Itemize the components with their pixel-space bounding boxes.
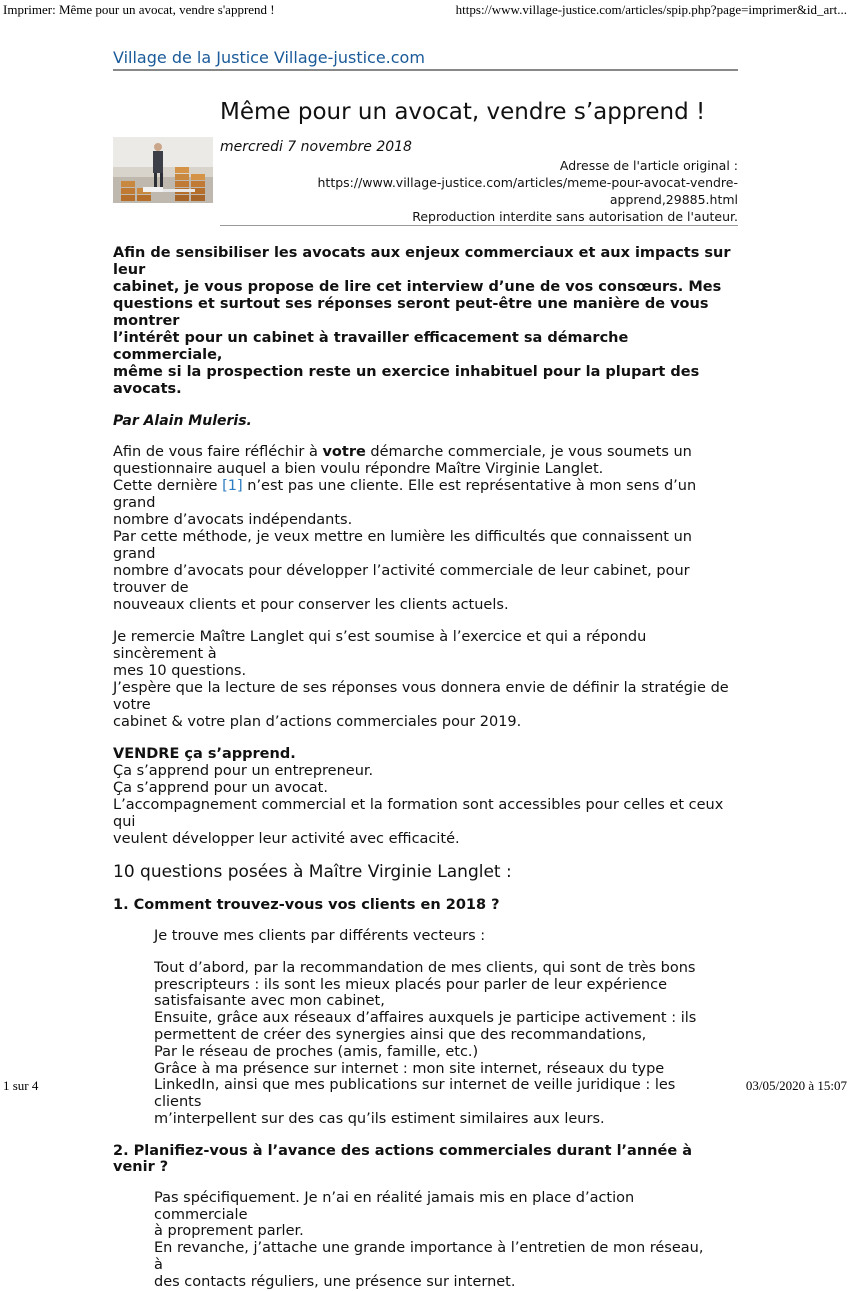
paragraph-line: nombre d’avocats indépendants. [113,512,353,528]
answer-line: à proprement parler. [154,1223,304,1240]
answer-line: En revanche, j’attache une grande importance à l’entretien de mon réseau, à [154,1240,704,1273]
print-footer [0,1078,850,1094]
answer-line: Grâce à ma présence sur internet : mon site internet, réseaux du type [154,1060,665,1077]
print-header [0,2,850,18]
intro-line: questions et surtout ses réponses seront peut-être une manière de vous montrer [113,296,709,329]
site-link[interactable]: Village de la Justice Village-justice.com [113,48,738,71]
article-intro [113,245,738,398]
print-header-title: Imprimer: Même pour un avocat, vendre s'apprend ! [3,2,275,17]
answer-line: permettent de créer des synergies ainsi que des recommandations, [154,1026,647,1043]
bold-text: votre [322,444,366,460]
paragraph-line: Je remercie Maître Langlet qui s’est soumise à l’exercice et qui a répondu sincèrement à [113,629,647,662]
answer-line: Pas spécifiquement. Je n’ai en réalité jamais mis en place d’action commerciale [154,1189,635,1223]
paragraph-line: cabinet & votre plan d’actions commerciales pour 2019. [113,714,522,730]
print-timestamp: 03/05/2020 à 15:07 [745,1078,847,1093]
paragraph-line: nombre d’avocats pour développer l’activité commerciale de leur cabinet, pour trouver de [113,563,690,596]
paragraph-line [113,478,738,512]
article-page [113,48,738,1291]
paragraph-line: Par cette méthode, je veux mettre en lumière les difficultés que connaissent un grand [113,529,692,562]
answer-2 [154,1190,714,1291]
intro-line: Afin de sensibiliser les avocats aux enjeux commerciaux et aux impacts sur leur [113,245,731,278]
section-title: 10 questions posées à Maître Virginie Langlet : [113,862,512,882]
answer-line: m’interpellent sur des cas qu’ils estiment similaires aux leurs. [154,1110,605,1127]
original-address-url-1: https://www.village-justice.com/articles/meme-pour-avocat-vendre- [317,175,738,190]
original-address [220,157,738,226]
answer-line: LinkedIn, ainsi que mes publications sur internet de veille juridique : les clients [154,1077,676,1111]
answer-line: des contacts réguliers, une présence sur internet. [154,1273,516,1290]
original-address-url-2: apprend,29885.html [609,192,738,207]
answer-line: Ensuite, grâce aux réseaux d’affaires auxquels je participe activement : ils [154,1010,697,1027]
answer-1 [154,960,714,1128]
text-run: Cette dernière [113,478,223,494]
text-run: n’est pas une cliente. Elle est représentative à mon sens d’un grand [113,478,697,511]
paragraph-3 [113,746,738,848]
paragraph-line: Ça s’apprend pour un avocat. [113,780,328,796]
paragraph-1 [113,444,738,614]
paragraph-line: questionnaire auquel a bien voulu répondre Maître Virginie Langlet. [113,461,604,477]
answer-line: satisfaisante avec mon cabinet, [154,993,385,1010]
article-author: Par Alain Muleris. [113,413,252,429]
intro-line: même si la prospection reste un exercice inhabituel pour la plupart des avocats. [113,364,700,397]
paragraph-line: J’espère que la lecture de ses réponses vous donnera envie de définir la stratégie de votre [113,680,729,713]
intro-line: l’intérêt pour un cabinet à travailler efficacement sa démarche commerciale, [113,330,629,363]
answer-line: prescripteurs : ils sont les mieux placés pour parler de leur expérience [154,976,667,993]
question-1: 1. Comment trouvez-vous vos clients en 2018 ? [113,897,500,913]
paragraph-line [113,444,738,461]
text-run: Afin de vous faire réfléchir à [113,444,323,460]
paragraph-2 [113,629,738,731]
article-title: Même pour un avocat, vendre s’apprend ! [220,99,706,125]
paragraph-line: L’accompagnement commercial et la formation sont accessibles pour celles et ceux qui [113,797,724,830]
answer-line: Tout d’abord, par la recommandation de mes clients, qui sont de très bons [154,959,696,976]
paragraph-line: Ça s’apprend pour un entrepreneur. [113,763,374,779]
article-header [113,99,738,224]
answer-1-intro: Je trouve mes clients par différents vecteurs : [154,928,486,944]
paragraph-line: mes 10 questions. [113,663,247,679]
paragraph-heading: VENDRE ça s’apprend. [113,746,296,762]
text-run: démarche commerciale, je vous soumets un [365,444,692,460]
print-header-url: https://www.village-justice.com/articles/spip.php?page=imprimer&id_art... [455,2,847,17]
paragraph-line: veulent développer leur activité avec efficacité. [113,831,460,847]
page-count: 1 sur 4 [3,1078,39,1093]
question-2: 2. Planifiez-vous à l’avance des actions commerciales durant l’année à venir ? [113,1142,692,1175]
article-thumbnail [113,137,213,203]
original-address-label: Adresse de l'article original : [559,158,738,173]
intro-line: cabinet, je vous propose de lire cet interview d’une de vos consœurs. Mes [113,279,722,295]
article-date: mercredi 7 novembre 2018 [220,139,412,155]
reproduction-notice: Reproduction interdite sans autorisation de l'auteur. [412,209,738,224]
answer-line: Par le réseau de proches (amis, famille, etc.) [154,1043,479,1060]
footnote-link[interactable]: [1] [222,478,243,494]
paragraph-line: nouveaux clients et pour conserver les clients actuels. [113,597,509,613]
